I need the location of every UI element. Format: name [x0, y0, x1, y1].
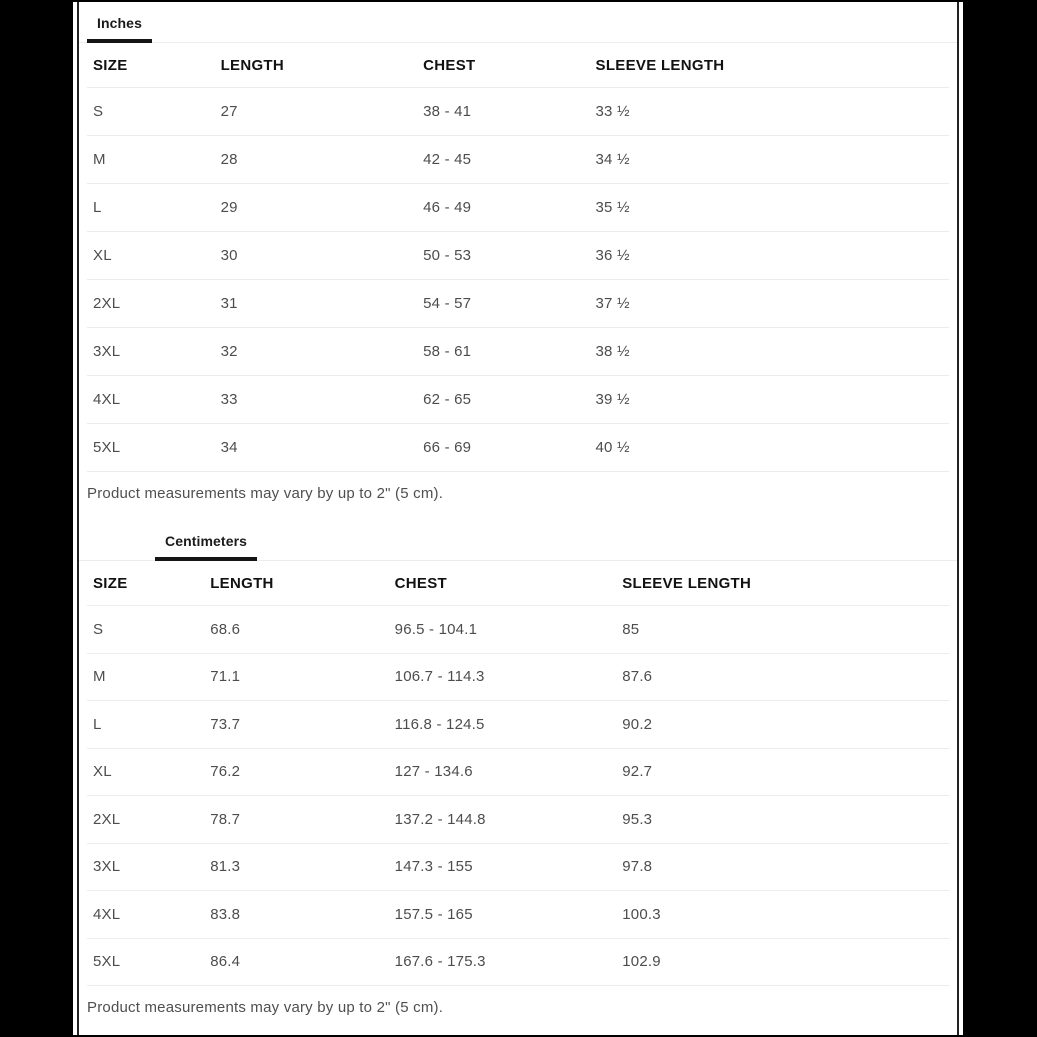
cell-sleeve: 40 ½: [595, 439, 630, 456]
cell-sleeve: 102.9: [622, 953, 661, 971]
cell-size: 2XL: [93, 295, 121, 312]
cell-chest: 54 - 57: [423, 295, 472, 312]
cell-length: 32: [220, 343, 238, 360]
table-row: [87, 136, 949, 184]
cell-length: 29: [220, 199, 238, 216]
cell-length: 83.8: [210, 905, 241, 923]
centimeters-table-header-row: [87, 561, 949, 606]
cell-length: 27: [220, 103, 238, 120]
cell-chest: 147.3 - 155: [394, 858, 473, 876]
cell-sleeve: 37 ½: [595, 295, 630, 312]
header-cell-sleeve-length: SLEEVE LENGTH: [622, 574, 752, 592]
cell-chest: 50 - 53: [423, 247, 472, 264]
table-row: [87, 701, 949, 749]
cell-length: 71.1: [210, 668, 241, 686]
cell-size: 4XL: [93, 905, 121, 923]
cell-length: 76.2: [210, 763, 241, 781]
cell-sleeve: 85: [622, 620, 640, 638]
table-row: [87, 891, 949, 939]
table-row: [87, 606, 949, 654]
cell-chest: 127 - 134.6: [394, 763, 473, 781]
tab-inches[interactable]: Inches: [87, 15, 152, 43]
cell-size: L: [93, 199, 102, 216]
cell-size: XL: [93, 763, 112, 781]
cell-chest: 106.7 - 114.3: [394, 668, 485, 686]
cell-length: 33: [220, 391, 238, 408]
inches-tab-bar: [87, 2, 949, 43]
cell-size: 4XL: [93, 391, 121, 408]
cell-size: 5XL: [93, 439, 121, 456]
header-cell-chest: CHEST: [423, 56, 476, 74]
measurement-note: Product measurements may vary by up to 2" (5 cm).: [87, 485, 444, 502]
cell-chest: 157.5 - 165: [394, 905, 473, 923]
cell-chest: 66 - 69: [423, 439, 472, 456]
size-guide-frame: [73, 2, 963, 1035]
cell-length: 34: [220, 439, 238, 456]
cell-size: M: [93, 151, 106, 168]
cell-size: L: [93, 715, 102, 733]
cell-size: M: [93, 668, 106, 686]
inches-table: [87, 43, 949, 472]
table-row: [87, 749, 949, 797]
cell-chest: 62 - 65: [423, 391, 472, 408]
cell-sleeve: 34 ½: [595, 151, 630, 168]
cell-size: S: [93, 103, 104, 120]
cell-size: XL: [93, 247, 112, 264]
cell-sleeve: 90.2: [622, 715, 653, 733]
table-row: [87, 376, 949, 424]
table-row: [87, 88, 949, 136]
cell-length: 81.3: [210, 858, 241, 876]
table-row: [87, 232, 949, 280]
centimeters-tab-bar: [87, 514, 949, 561]
measurement-note: Product measurements may vary by up to 2" (5 cm).: [87, 999, 444, 1016]
cell-chest: 167.6 - 175.3: [394, 953, 486, 971]
inches-table-header-row: [87, 43, 949, 88]
cell-sleeve: 100.3: [622, 905, 661, 923]
cell-sleeve: 95.3: [622, 810, 653, 828]
cell-size: 5XL: [93, 953, 121, 971]
cell-size: 3XL: [93, 343, 121, 360]
header-cell-size: SIZE: [93, 56, 128, 74]
cell-chest: 96.5 - 104.1: [394, 620, 478, 638]
size-guide-panel: [77, 2, 959, 1035]
tab-centimeters[interactable]: Centimeters: [155, 533, 257, 561]
table-row: [87, 184, 949, 232]
table-row: [87, 796, 949, 844]
cell-length: 31: [220, 295, 238, 312]
cell-length: 30: [220, 247, 238, 264]
table-row: [87, 424, 949, 472]
cell-chest: 58 - 61: [423, 343, 472, 360]
header-cell-sleeve-length: SLEEVE LENGTH: [595, 56, 725, 74]
table-row: [87, 328, 949, 376]
header-cell-length: LENGTH: [220, 56, 285, 74]
cell-length: 73.7: [210, 715, 241, 733]
cell-sleeve: 97.8: [622, 858, 653, 876]
cell-length: 28: [220, 151, 238, 168]
table-row: [87, 939, 949, 987]
cell-chest: 137.2 - 144.8: [394, 810, 486, 828]
cell-sleeve: 38 ½: [595, 343, 630, 360]
cell-size: 2XL: [93, 810, 121, 828]
cell-sleeve: 35 ½: [595, 199, 630, 216]
centimeters-table: [87, 561, 949, 986]
cell-chest: 38 - 41: [423, 103, 472, 120]
table-row: [87, 654, 949, 702]
cell-size: S: [93, 620, 104, 638]
cell-size: 3XL: [93, 858, 121, 876]
cell-sleeve: 92.7: [622, 763, 653, 781]
header-cell-size: SIZE: [93, 574, 128, 592]
cell-length: 78.7: [210, 810, 241, 828]
cell-length: 86.4: [210, 953, 241, 971]
cell-sleeve: 87.6: [622, 668, 653, 686]
cell-sleeve: 33 ½: [595, 103, 630, 120]
table-row: [87, 280, 949, 328]
cell-chest: 42 - 45: [423, 151, 472, 168]
cell-sleeve: 36 ½: [595, 247, 630, 264]
cell-sleeve: 39 ½: [595, 391, 630, 408]
cell-chest: 116.8 - 124.5: [394, 715, 485, 733]
header-cell-chest: CHEST: [394, 574, 448, 592]
cell-chest: 46 - 49: [423, 199, 472, 216]
table-row: [87, 844, 949, 892]
cell-length: 68.6: [210, 620, 241, 638]
header-cell-length: LENGTH: [210, 574, 274, 592]
